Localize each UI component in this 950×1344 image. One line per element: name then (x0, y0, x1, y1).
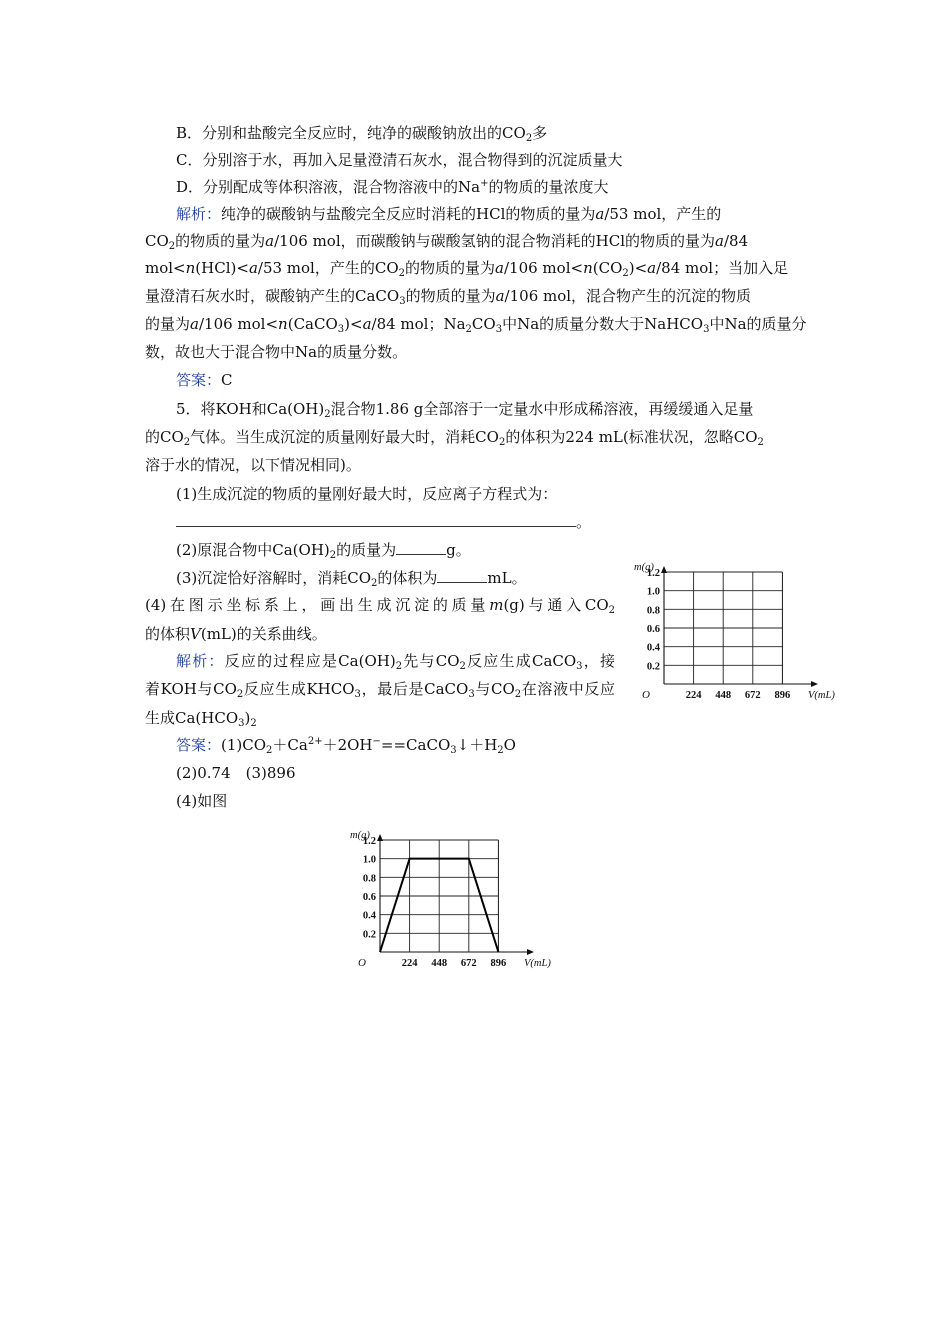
x-axis-arrow (811, 681, 818, 687)
y-tick-label: 1.0 (362, 854, 376, 866)
origin-label: O (358, 957, 366, 969)
q5-stem-line-3: 溶于水的情况，以下情况相同)。 (145, 456, 361, 474)
analysis-label: 解析： (176, 652, 225, 670)
q5-answer-4: (4)如图 (176, 792, 228, 810)
empty-coordinate-chart (630, 560, 835, 705)
y-tick-label: 0.4 (646, 642, 660, 654)
x-tick-label: 448 (431, 958, 448, 969)
x-tick-label: 896 (774, 690, 791, 701)
q4-analysis-line-2: $CO_2$的物质的量为a/106 mol，而碳酸钠与碳酸氢钠的混合物消耗的HCl的物质的量为a/84 (145, 232, 749, 252)
x-tick-label: 224 (401, 958, 418, 969)
y-tick-label: 0.2 (646, 661, 660, 673)
x-axis-label: V(mL) (808, 690, 835, 701)
y-tick-label: 0.2 (362, 929, 376, 941)
y-tick-label: 0.4 (362, 910, 376, 922)
q5-part-1: (1)生成沉淀的物质的量刚好最大时，反应离子方程式为： (176, 485, 558, 503)
y-tick-label: 0.8 (646, 605, 660, 617)
x-axis-label: V(mL) (524, 958, 551, 969)
option-d: D．分别配成等体积溶液，混合物溶液中的Na+的物质的量浓度大 (176, 178, 609, 196)
q4-analysis-line-1: 解析：纯净的碳酸钠与盐酸完全反应时消耗的HCl的物质的量为a/53 mol，产生的 (176, 205, 722, 223)
q5-part-3: (3)沉淀恰好溶解时，消耗$CO_2$的体积为 mL。 (176, 569, 527, 589)
blank-field[interactable] (437, 568, 487, 583)
y-tick-label: 0.6 (646, 624, 660, 635)
q4-answer: 答案：C (176, 371, 233, 389)
answer-curve-chart (346, 828, 551, 978)
q5-stem-line-2: 的$CO_2$气体。当生成沉淀的质量刚好最大时，消耗$CO_2$的体积为224 mL(标准状况，忽略$CO_2$ (145, 428, 764, 448)
x-tick-label: 672 (460, 958, 477, 969)
q4-analysis-line-5: 的量为a/106 mol<n(CaCO$_3$)<a/84 mol；$Na_2CO_3$中Na的质量分数大于NaHCO$_3$中Na的质量分 (145, 315, 807, 335)
y-tick-label: 0.6 (362, 892, 376, 903)
q5-answer-2-3: (2)0.74 (3)896 (176, 764, 296, 782)
x-tick-label: 896 (490, 958, 507, 969)
x-tick-label: 672 (744, 690, 761, 701)
x-tick-label: 448 (715, 690, 732, 701)
x-axis-arrow (527, 949, 534, 955)
q4-analysis-line-6: 数，故也大于混合物中Na的质量分数。 (145, 343, 408, 361)
y-axis-label: m(g) (350, 830, 370, 841)
blank-field[interactable] (396, 540, 446, 555)
option-b: B．分别和盐酸完全反应时，纯净的碳酸钠放出的$CO_2$多 (176, 124, 548, 144)
y-axis-arrow (377, 834, 383, 841)
y-tick-label: 1.0 (646, 586, 660, 598)
q5-analysis-line-1: 解析：反应的过程应是$Ca(OH)_2$先与$CO_2$反应生成CaCO$_3$，接 (176, 652, 615, 672)
q4-analysis-line-4: 量澄清石灰水时，碳酸钠产生的CaCO$_3$的物质的量为a/106 mol，混合物产生的沉淀的物质 (145, 287, 752, 307)
y-tick-label: 0.8 (362, 873, 376, 885)
y-axis-label: m(g) (634, 562, 654, 573)
answer-label: 答案： (176, 371, 222, 389)
y-axis-arrow (661, 566, 667, 573)
q5-analysis-line-2: 着KOH与$CO_2$反应生成$KHCO_3$，最后是CaCO$_3$与$CO_2$在溶液中反应 (145, 680, 615, 700)
y-tick-label: 1.2 (362, 836, 376, 847)
answer-label: 答案： (176, 736, 222, 754)
q5-part-1-answer-line[interactable]: 。 (176, 512, 591, 532)
q5-analysis-line-3: 生成$Ca(HCO_3)_2$ (145, 709, 257, 729)
q5-part-4-line-1: (4)在图示坐标系上，画出生成沉淀的质量m(g)与通入$CO_2$ (145, 596, 615, 616)
q5-answer-1: 答案：$(1)CO_2+Ca^{2+}+2OH^-==CaCO_3↓+H_2O$ (176, 736, 516, 756)
y-tick-label: 1.2 (646, 568, 660, 579)
option-c: C．分别溶于水，再加入足量澄清石灰水，混合物得到的沉淀质量大 (176, 151, 623, 169)
q4-analysis-line-3: mol<n(HCl)<a/53 mol，产生的$CO_2$的物质的量为a/106 $mol<n(CO_2)<a/84$ mol；当加入足 (145, 259, 789, 279)
x-tick-label: 224 (685, 690, 702, 701)
blank-field[interactable] (176, 512, 576, 527)
analysis-label: 解析： (176, 205, 222, 223)
q5-stem-line-1: 5．将KOH和$Ca(OH)_2$混合物1.86 g全部溶于一定量水中形成稀溶液，再缓缓通入足量 (176, 400, 754, 420)
origin-label: O (642, 689, 650, 701)
q5-part-4-line-2: 的体积V(mL)的关系曲线。 (145, 625, 327, 643)
q5-part-2: (2)原混合物中$Ca(OH)_2$的质量为 g。 (176, 541, 471, 561)
